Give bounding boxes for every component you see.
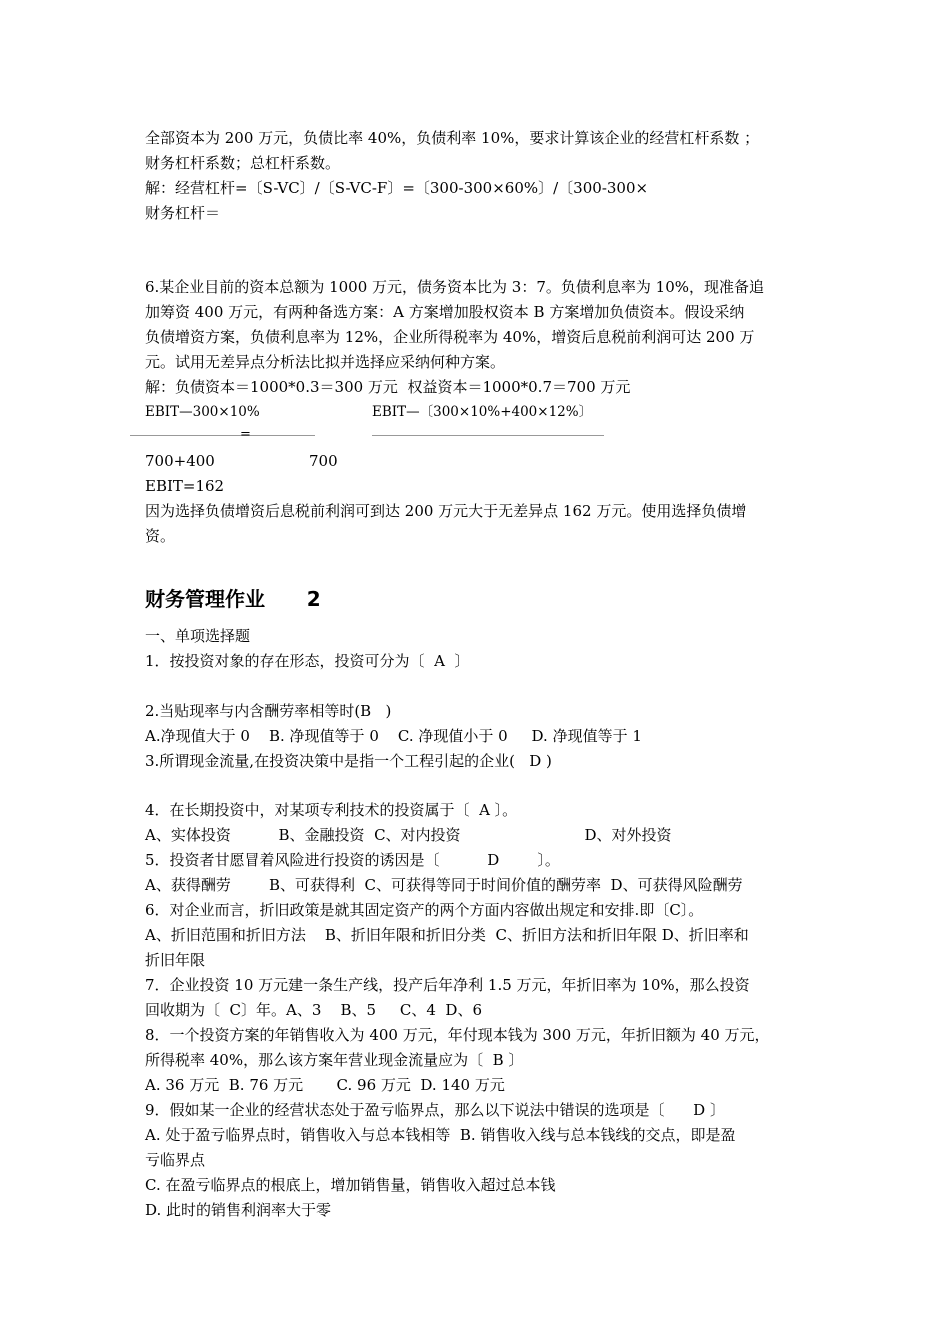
ebit-numerator-right: EBIT—〔300×10%+400×12%〕 bbox=[372, 404, 593, 420]
text-line: 全部资本为 200 万元，负债比率 40%，负债利率 10%，要求计算该企业的经营杠杆系数 ； bbox=[145, 129, 760, 147]
question-line: 7．企业投资 10 万元建一条生产线，投产后年净利 1.5 万元，年折旧率为 10%，那么投资 bbox=[145, 976, 750, 994]
text-line: 元。试用无差异点分析法比拟并选择应采纳何种方案。 bbox=[145, 353, 506, 371]
question-line: 6．对企业而言，折旧政策是就其固定资产的两个方面内容做出规定和安排.即〔C〕。 bbox=[145, 901, 704, 919]
question-line: 所得税率 40%，那么该方案年营业现金流量应为〔 B 〕 bbox=[145, 1051, 524, 1069]
question-line: C. 在盈亏临界点的根底上，增加销售量，销售收入超过总本钱 bbox=[145, 1176, 556, 1194]
question-line: 5．投资者甘愿冒着风险进行投资的诱因是〔 D 〕。 bbox=[145, 851, 560, 869]
text-line: 因为选择负债增资后息税前利润可到达 200 万元大于无差异点 162 万元。使用选择负债增 bbox=[145, 502, 747, 520]
section-subtitle: 一、单项选择题 bbox=[145, 627, 251, 645]
question-line: 3.所谓现金流量,在投资决策中是指一个工程引起的企业( D ) bbox=[145, 752, 552, 770]
equals-sign: = bbox=[240, 427, 251, 442]
ebit-denominator-right: 700 bbox=[309, 452, 338, 470]
question-line: 亏临界点 bbox=[145, 1151, 206, 1169]
ebit-numerator-left: EBIT—300×10% bbox=[145, 404, 260, 420]
question-line: D. 此时的销售利润率大于零 bbox=[145, 1201, 332, 1219]
text-line: 财务杠杆系数；总杠杆系数。 bbox=[145, 154, 341, 172]
question-line: 8．一个投资方案的年销售收入为 400 万元，年付现本钱为 300 万元，年折旧额为 40 万元， bbox=[145, 1026, 770, 1044]
question-line: 1．按投资对象的存在形态，投资可分为〔 A 〕 bbox=[145, 652, 470, 670]
question-line: A. 36 万元 B. 76 万元 C. 96 万元 D. 140 万元 bbox=[145, 1076, 505, 1094]
fraction-bar-right bbox=[372, 435, 604, 436]
text-line: 财务杠杆＝ bbox=[145, 204, 221, 222]
text-line: 资。 bbox=[145, 527, 176, 545]
question-line: A. 处于盈亏临界点时，销售收入与总本钱相等 B. 销售收入线与总本钱线的交点，即是盈 bbox=[145, 1126, 736, 1144]
question-line: 9．假如某一企业的经营状态处于盈亏临界点，那么以下说法中错误的选项是〔 D 〕 bbox=[145, 1101, 725, 1119]
fraction-bar-left bbox=[130, 435, 315, 436]
text-line: 解：负债资本＝1000*0.3＝300 万元 权益资本＝1000*0.7＝700 万元 bbox=[145, 378, 631, 396]
section-title: 财务管理作业 2 bbox=[145, 587, 321, 611]
question-line: 4．在长期投资中，对某项专利技术的投资属于〔 A 〕。 bbox=[145, 801, 518, 819]
question-line: A、实体投资 B、金融投资 C、对内投资 D、对外投资 bbox=[145, 826, 672, 844]
question-line: 2.当贴现率与内含酬劳率相等时(B ) bbox=[145, 702, 392, 720]
question-line: 折旧年限 bbox=[145, 951, 206, 969]
text-line: 加筹资 400 万元，有两种备选方案：A 方案增加股权资本 B 方案增加负债资本。假设采纳 bbox=[145, 303, 745, 321]
text-line: 解：经营杠杆=〔S-VC〕/〔S-VC-F〕=〔300-300×60%〕/〔300-300× bbox=[145, 179, 649, 197]
question-line: A、折旧范围和折旧方法 B、折旧年限和折旧分类 C、折旧方法和折旧年限 D、折旧率和 bbox=[145, 926, 749, 944]
ebit-denominator-left: 700+400 bbox=[145, 452, 215, 470]
question-line: A、获得酬劳 B、可获得利 C、可获得等同于时间价值的酬劳率 D、可获得风险酬劳 bbox=[145, 876, 743, 894]
question-line: A.净现值大于 0 B. 净现值等于 0 C. 净现值小于 0 D. 净现值等于 1 bbox=[145, 727, 642, 745]
ebit-result: EBIT=162 bbox=[145, 477, 225, 495]
text-line: 6.某企业目前的资本总额为 1000 万元，债务资本比为 3：7。负债利息率为 10%，现准备追 bbox=[145, 278, 764, 296]
question-line: 回收期为〔 C〕年。A、3 B、5 C、4 D、6 bbox=[145, 1001, 482, 1019]
text-line: 负债增资方案，负债利息率为 12%，企业所得税率为 40%，增资后息税前利润可达 200 万 bbox=[145, 328, 755, 346]
